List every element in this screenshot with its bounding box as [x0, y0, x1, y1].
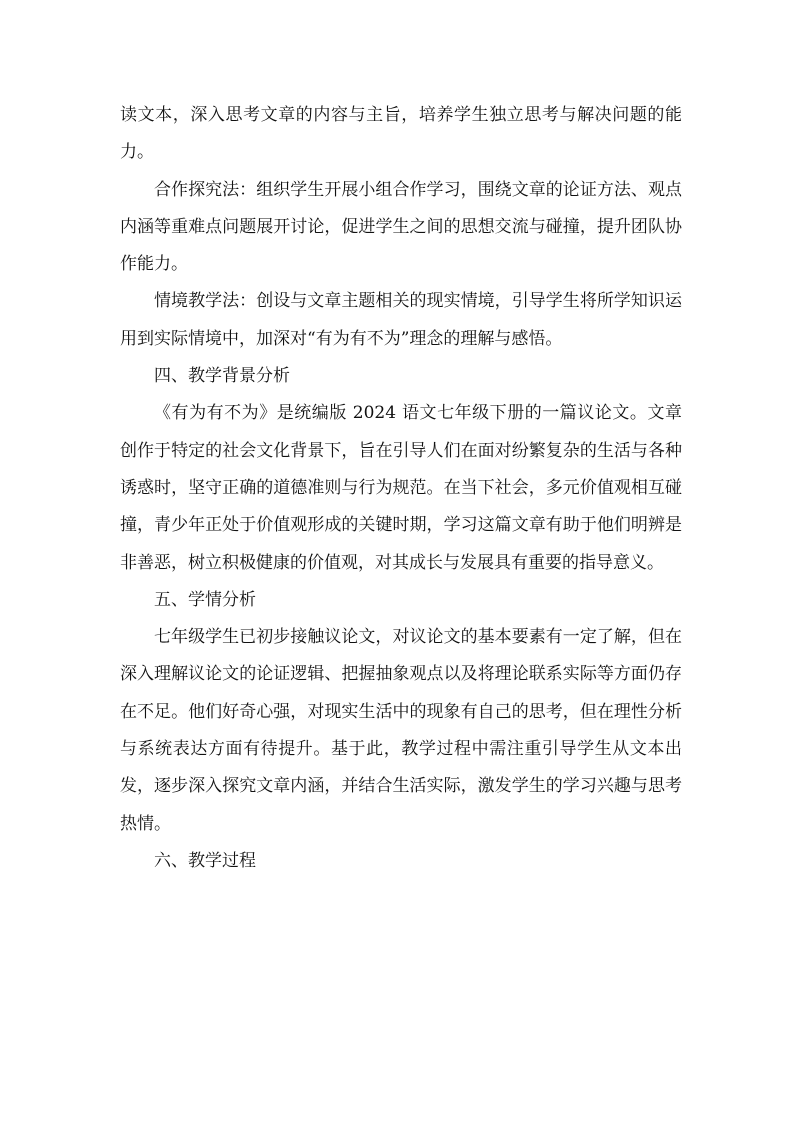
paragraph-teaching-background: 《有为有不为》是统编版 2024 语文七年级下册的一篇议论文。文章创作于特定的社会文化背景下，旨在引导人们在面对纷繁复杂的生活与各种诱惑时，坚守正确的道德准则与行为规范。在当下社会，多元价值观相互碰撞，青少年正处于价值观形成的关键时期，学习这篇文章有助于他们明辨是非善恶，树立积极健康的价值观，对其成长与发展具有重要的指导意义。 — [120, 403, 682, 573]
paragraph-continuation: 读文本，深入思考文章的内容与主旨，培养学生独立思考与解决问题的能力。 — [120, 105, 682, 163]
paragraph-situational-teaching: 情境教学法：创设与文章主题相关的现实情境，引导学生将所学知识运用到实际情境中，加深对“有为有不为”理念的理解与感悟。 — [120, 291, 682, 349]
section-heading-teaching-background: 四、教学背景分析 — [154, 366, 290, 387]
section-heading-student-analysis: 五、学情分析 — [154, 589, 256, 610]
paragraph-student-analysis: 七年级学生已初步接触议论文，对议论文的基本要素有一定了解，但在深入理解议论文的论证逻辑、把握抽象观点以及将理论联系实际等方面仍存在不足。他们好奇心强，对现实生活中的现象有自己的思考，但在理性分析与系统表达方面有待提升。基于此，教学过程中需注重引导学生从文本出发，逐步深入探究文章内涵，并结合生活实际，激发学生的学习兴趣与思考热情。 — [120, 627, 682, 834]
paragraph-cooperative-inquiry: 合作探究法：组织学生开展小组合作学习，围绕文章的论证方法、观点内涵等重难点问题展开讨论，促进学生之间的思想交流与碰撞，提升团队协作能力。 — [120, 179, 682, 275]
section-heading-teaching-process: 六、教学过程 — [154, 850, 256, 871]
document-body — [120, 97, 682, 880]
